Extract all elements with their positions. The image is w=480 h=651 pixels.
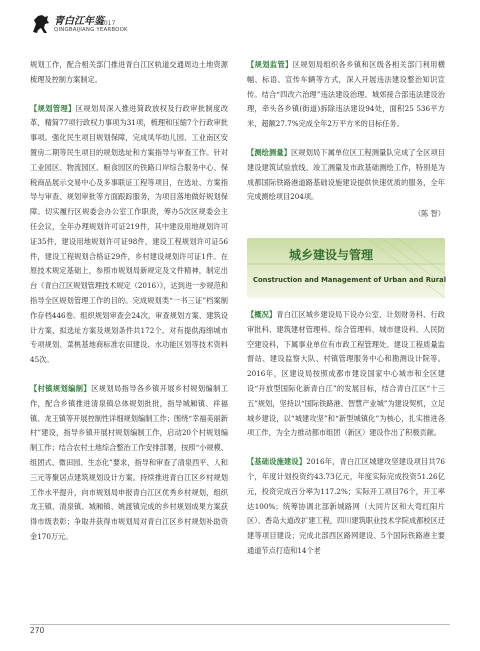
overview-paragraph: [247, 308, 445, 441]
yearbook-year: 2017: [100, 20, 116, 27]
yearbook-title-en: QINGBAIJIANG YEARBOOK: [54, 27, 128, 33]
planning-management-text: 区规划局深入推进简政放权及行政审批制度改革，精简77项行政权力事项为31项，梳理和压缩7个行政审批事项。强化民生项目规划保障，完成凤华幼儿园、工业南区安置房二期等民生项目的规划选址和方案指导与审查工作。针对工业园区、物流园区、粮食园区的铁路口岸综合服务中心、保税商品展示交易中心及多事联证工程等项目，在选址、方案指导与审查、规划审批等方面跟踪服务，为项目落地做好规划保障。切实履行区规委会办公室工作职责，筹办5次区规委会主任会议，全年办理规划许可证219件，其中建设用地规划许可证35件，建设用地规划许可证98件，建设工程规划许可证56件，建设工程规划合格证29件，乡村建设规划许可证1件。在原技术规定基础上，参照市规划局新规定及文件精神，制定出台《青白江区规划管理技术规定（2016）》，达到进一步规范和指导全区规划管理工作的目的。完成规划类“一书三证”档案制作存档446卷。组织规划审查会24次，审查规划方案、建筑设计方案、拟选址方案及规划条件共172个。对有提供海绵城市专项规划、菜桃基地商标准农田建设、水功能区划等技术资料45次。: [30, 103, 228, 365]
yearbook-header: [30, 10, 210, 40]
planning-management-paragraph: [30, 102, 228, 368]
village-planning-paragraph: [30, 382, 228, 545]
planning-supervision-paragraph: [247, 58, 445, 132]
infrastructure-paragraph: [247, 455, 445, 559]
surveying-paragraph: [247, 146, 445, 205]
author-signature: （陈 智）: [413, 209, 445, 219]
right-column: [247, 58, 445, 573]
yearbook-title: 青白江年鉴: [54, 16, 104, 27]
surveying-tag: 【测绘测量】: [247, 147, 292, 157]
section-title-banner: [247, 238, 445, 298]
infrastructure-text: 2016年，青白江区城建攻坚建设项目共76个，年度计划投资约43.73亿元，年度实际完成投资51.26亿元，投资完成百分率为117.2%；实际开工项目76个，开工率达100%；统筹协调北部新城路网（大同片区和大弯红阳片区）、香岛大道改扩建工程，四川建筑职业技术学院成都校区迁建等项目建设；完成北部西区路网建设、5个国际铁路港主要通道节点打造和14个老: [247, 457, 445, 555]
overview-tag: 【概况】: [247, 309, 277, 319]
intro-paragraph: [30, 58, 228, 88]
planning-management-tag: 【规划管理】: [30, 103, 76, 113]
overview-text: 青白江区城乡建设局下设办公室、计划财务科、行政审批科、建筑建材管理科、综合管理科、城市建设科、人民防空建设科，下属事业单位有市政工程管理处、建设工程质量监督站、建设监察大队、村镇管理服务中心和勘测设计院等。2016年，区建设局按照成都市建设国家中心城市和全区建设“开放型国际化新青白江”的发展目标，结合青白江区“十三五”规划，坚持以“国际铁路港、智慧产业城”为建设契机，立足城乡建设，以“城建攻坚”和“新型城镇化”为核心，扎实推进各项工作，为全力推动都市组团（新区）建设作出了积极贡献。: [247, 309, 445, 438]
horse-logo-icon: [30, 12, 52, 36]
surveying-text: 区规划局下属单位区工程测量队完成了全区项目建设建筑试验放线、竣工测量及市政基础测绘工作，特别是为成都国际铁路港道路基础设施建设提供快速优质的服务，全年完成测绘项目204项。: [247, 147, 445, 202]
left-column: [30, 58, 228, 559]
section-decoration-lines: [247, 238, 445, 298]
intro-text: 规划工作，配合相关部门推进青白江区轨道交通周边土地资源梳理及控制方案制定。: [30, 60, 228, 84]
village-planning-text: 区规划局指导各乡镇开展乡村规划编制工作，配合乡镇推进清泉镇总体规划批批，指导城厢镇、祥福镇、龙王镇等开展控制性详细规划编制工作；围绕“幸福美丽新村”建设，指导乡镇开展村规划编制工作，启动20个村规划编制工作；结合农村土地综合整治工作安排部署，按照“小规模、组团式、微田园、生态化”要求，指导和审查了清泉西平、人和三元等聚居点建筑规划设计方案。持续推进青白江区乡村规划工作水平提升，向市规划局申报青白江区优秀乡村规划，组织龙王镇、清泉镇、城厢镇、姚渡镇完成的乡村规划成果方案获得市级表彰；争取并获得市规划局对青白江区乡村规划补助资金170万元。: [30, 383, 228, 541]
page-number: 270: [30, 626, 45, 635]
section-title-en: Construction and Management of Urban and Rural: [253, 275, 447, 284]
planning-supervision-tag: 【规划监管】: [247, 60, 293, 69]
section-title-cn: 城乡建设与管理: [289, 247, 374, 262]
infrastructure-tag: 【基础设施建设】: [247, 457, 307, 467]
footer-rule: [30, 624, 450, 625]
village-planning-tag: 【村镇规划编制】: [30, 383, 92, 393]
planning-supervision-text: 区规划局组织各乡镇和区级各相关部门利用横幅、标语、宣传车辆等方式，深入开展违法建设整治知识宣传。结合“四改六治理”违法建设治理、城郊接合部违法建设治理，牵头各乡镇(街道)拆除违法建设94处，面积25 536平方米，超额27.7%完成全年2万平方米的目标任务。: [247, 60, 445, 129]
